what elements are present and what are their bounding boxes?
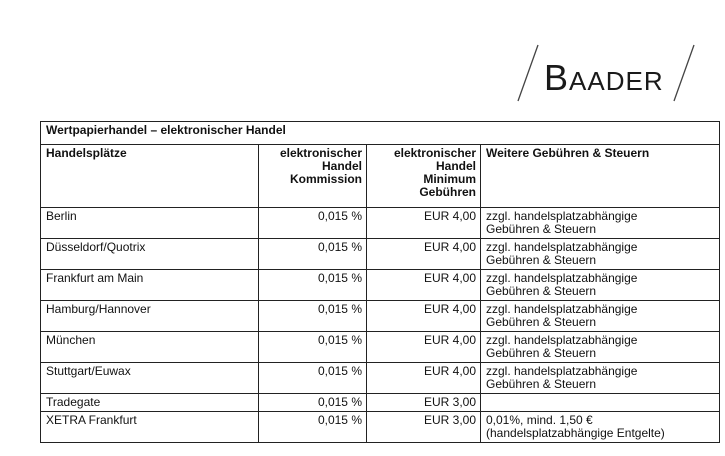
commission-cell: 0,015 % [259,270,367,301]
minimum-cell: EUR 4,00 [367,363,481,394]
venue-cell: Düsseldorf/Quotrix [41,239,259,270]
commission-cell: 0,015 % [259,208,367,239]
other-fees-cell: zzgl. handelsplatzabhängige Gebühren & Steuern [481,363,720,394]
venue-cell: Tradegate [41,394,259,412]
table-row [41,208,720,239]
minimum-cell: EUR 4,00 [367,332,481,363]
other-fees-cell: zzgl. handelsplatzabhängige Gebühren & Steuern [481,208,720,239]
other-fees-cell: zzgl. handelsplatzabhängige Gebühren & Steuern [481,239,720,270]
other-fees-cell [481,394,720,412]
minimum-cell: EUR 3,00 [367,394,481,412]
fee-table [40,121,720,443]
table-header-row [41,145,720,208]
table-row [41,239,720,270]
table-row [41,363,720,394]
venue-cell: XETRA Frankfurt [41,412,259,443]
commission-cell: 0,015 % [259,412,367,443]
commission-cell: 0,015 % [259,239,367,270]
other-fees-cell: zzgl. handelsplatzabhängige Gebühren & Steuern [481,301,720,332]
venue-cell: Stuttgart/Euwax [41,363,259,394]
minimum-cell: EUR 4,00 [367,301,481,332]
header-venue: Handelsplätze [41,145,259,208]
table-row [41,301,720,332]
venue-cell: München [41,332,259,363]
commission-cell: 0,015 % [259,363,367,394]
venue-cell: Berlin [41,208,259,239]
baader-logo [516,44,696,104]
minimum-cell: EUR 4,00 [367,239,481,270]
table-row [41,394,720,412]
table-row [41,412,720,443]
minimum-cell: EUR 4,00 [367,270,481,301]
venue-cell: Hamburg/Hannover [41,301,259,332]
commission-cell: 0,015 % [259,301,367,332]
minimum-cell: EUR 3,00 [367,412,481,443]
header-commission: elektronischer Handel Kommission [259,145,367,208]
header-other-fees: Weitere Gebühren & Steuern [481,145,720,208]
table-row [41,270,720,301]
table-row [41,332,720,363]
minimum-cell: EUR 4,00 [367,208,481,239]
other-fees-cell: zzgl. handelsplatzabhängige Gebühren & Steuern [481,270,720,301]
logo-wordmark: BAADER [544,57,664,98]
commission-cell: 0,015 % [259,332,367,363]
table-title: Wertpapierhandel – elektronischer Handel [41,122,720,145]
other-fees-cell: zzgl. handelsplatzabhängige Gebühren & Steuern [481,332,720,363]
other-fees-cell: 0,01%, mind. 1,50 € (handelsplatzabhängige Entgelte) [481,412,720,443]
venue-cell: Frankfurt am Main [41,270,259,301]
header-minimum: elektronischer Handel Minimum Gebühren [367,145,481,208]
commission-cell: 0,015 % [259,394,367,412]
